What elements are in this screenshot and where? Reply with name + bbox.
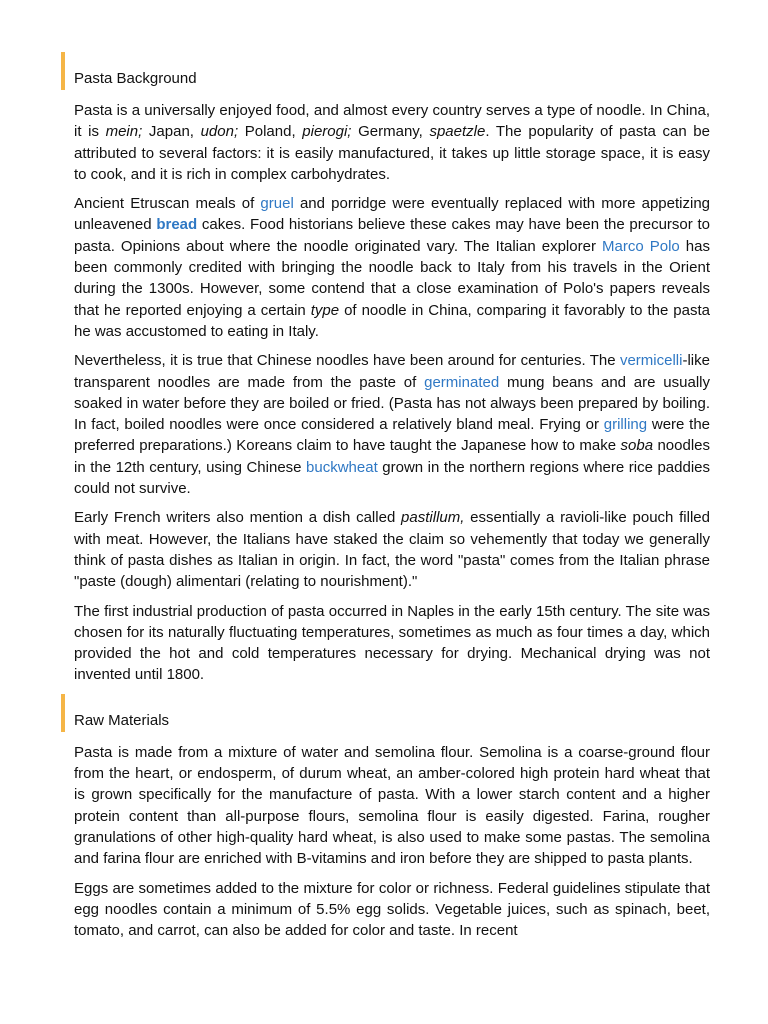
text-run: mung beans and are usually soaked in water before they are boiled or fried. (Pasta has not always been prepared by boiling. In fact, boiled noodles were once considered a relatively bland meal. Frying or — [74, 373, 710, 434]
link-grilling[interactable]: grilling — [603, 416, 648, 434]
paragraph — [74, 878, 710, 942]
italic-term: udon; — [200, 123, 239, 141]
section-body-raw-materials — [74, 742, 710, 942]
text-run: grown in the northern regions where rice paddies could not survive. — [74, 458, 710, 498]
text-run: Ancient Etruscan meals of — [74, 195, 261, 213]
section-body-pasta-background — [74, 100, 710, 686]
text-run: essentially a ravioli-like pouch filled with meat. However, the Italians have staked the claim so vehemently that today we generally think of pasta dishes as Italian in origin. In fact, the word "pasta" comes from the Italian phrase "paste (dough) alimentari (relating to nourishment)." — [74, 509, 710, 591]
italic-term: mein; — [105, 123, 143, 141]
paragraph — [74, 601, 710, 686]
link-marco-polo[interactable]: Marco Polo — [602, 237, 680, 255]
paragraph — [74, 193, 710, 342]
italic-term: soba — [620, 437, 654, 455]
text-run: Pasta is a universally enjoyed food, and almost every country serves a type of noodle. In China, it is — [74, 102, 710, 141]
italic-term: spaetzle — [429, 123, 486, 141]
paragraph — [74, 100, 710, 185]
paragraph — [74, 507, 710, 592]
italic-term: type — [310, 301, 340, 319]
section-heading-raw-materials: Raw Materials — [74, 694, 710, 742]
paragraph — [74, 350, 710, 499]
link-gruel[interactable]: gruel — [260, 195, 294, 213]
section-heading-pasta-background: Pasta Background — [74, 52, 710, 100]
link-buckwheat[interactable]: buckwheat — [306, 458, 378, 476]
text-run: Nevertheless, it is true that Chinese noodles have been around for centuries. The — [74, 352, 620, 370]
text-run: Eggs are sometimes added to the mixture for color or richness. Federal guidelines stipulate that egg noodles contain a minimum of 5.5% egg solids. Vegetable juices, such as spinach, beet, tomato, and carrot, can also be added for color and taste. In recent — [74, 879, 710, 940]
text-run: noodles in the 12th century, using Chinese — [74, 437, 710, 476]
text-run: Germany, — [351, 123, 430, 141]
text-run: -like transparent noodles are made from the paste of — [74, 352, 710, 391]
text-run: of noodle in China, comparing it favorably to the pasta he was accustomed to eating in Italy. — [74, 301, 710, 340]
link-vermicelli[interactable]: vermicelli — [619, 352, 683, 370]
text-run: The first industrial production of pasta occurred in Naples in the early 15th century. The site was chosen for its naturally fluctuating temperatures, sometimes as much as four times a day, which provided the hot and cold temperatures necessary for drying. Mechanical drying was not invented until 1800. — [74, 602, 710, 684]
text-run: . The popularity of pasta can be attributed to several factors: it is easily manufactured, it takes up little storage space, it is easy to cook, and it is rich in complex carbohydrates. — [74, 123, 710, 183]
text-run: Poland, — [238, 123, 303, 141]
text-run: cakes. Food historians believe these cakes may have been the precursor to pasta. Opinions about where the noodle originated vary. The Italian explorer — [74, 216, 710, 255]
italic-term: pierogi; — [302, 123, 352, 141]
text-run: and porridge were eventually replaced with more appetizing unleavened — [74, 195, 711, 234]
text-run: Early French writers also mention a dish called — [74, 509, 402, 527]
link-bread[interactable]: bread — [156, 216, 198, 234]
text-run: Pasta is made from a mixture of water and semolina flour. Semolina is a coarse-ground flour from the heart, or endosperm, of durum wheat, an amber-colored high protein hard wheat that is grown specifically for the manufacture of pasta. With a lower starch content and a higher protein content than all-purpose flours, semolina flour is easily digested. Farina, rougher granulations of other high-quality hard wheat, is also used to make some pastas. The semolina and farina flour are enriched with B-vitamins and iron before they are shipped to pasta plants. — [74, 743, 710, 868]
paragraph — [74, 742, 710, 870]
text-run: Japan, — [142, 123, 201, 141]
text-run: has been commonly credited with bringing the noodle back to Italy from his travels in the Orient during the 1300s. However, some contend that a close examination of Polo's papers reveals that he reported enjoying a certain — [74, 237, 710, 319]
text-run: were the preferred preparations.) Koreans claim to have taught the Japanese how to make — [74, 416, 711, 455]
link-germinated[interactable]: germinated — [424, 373, 500, 391]
italic-term: pastillum, — [401, 509, 465, 527]
